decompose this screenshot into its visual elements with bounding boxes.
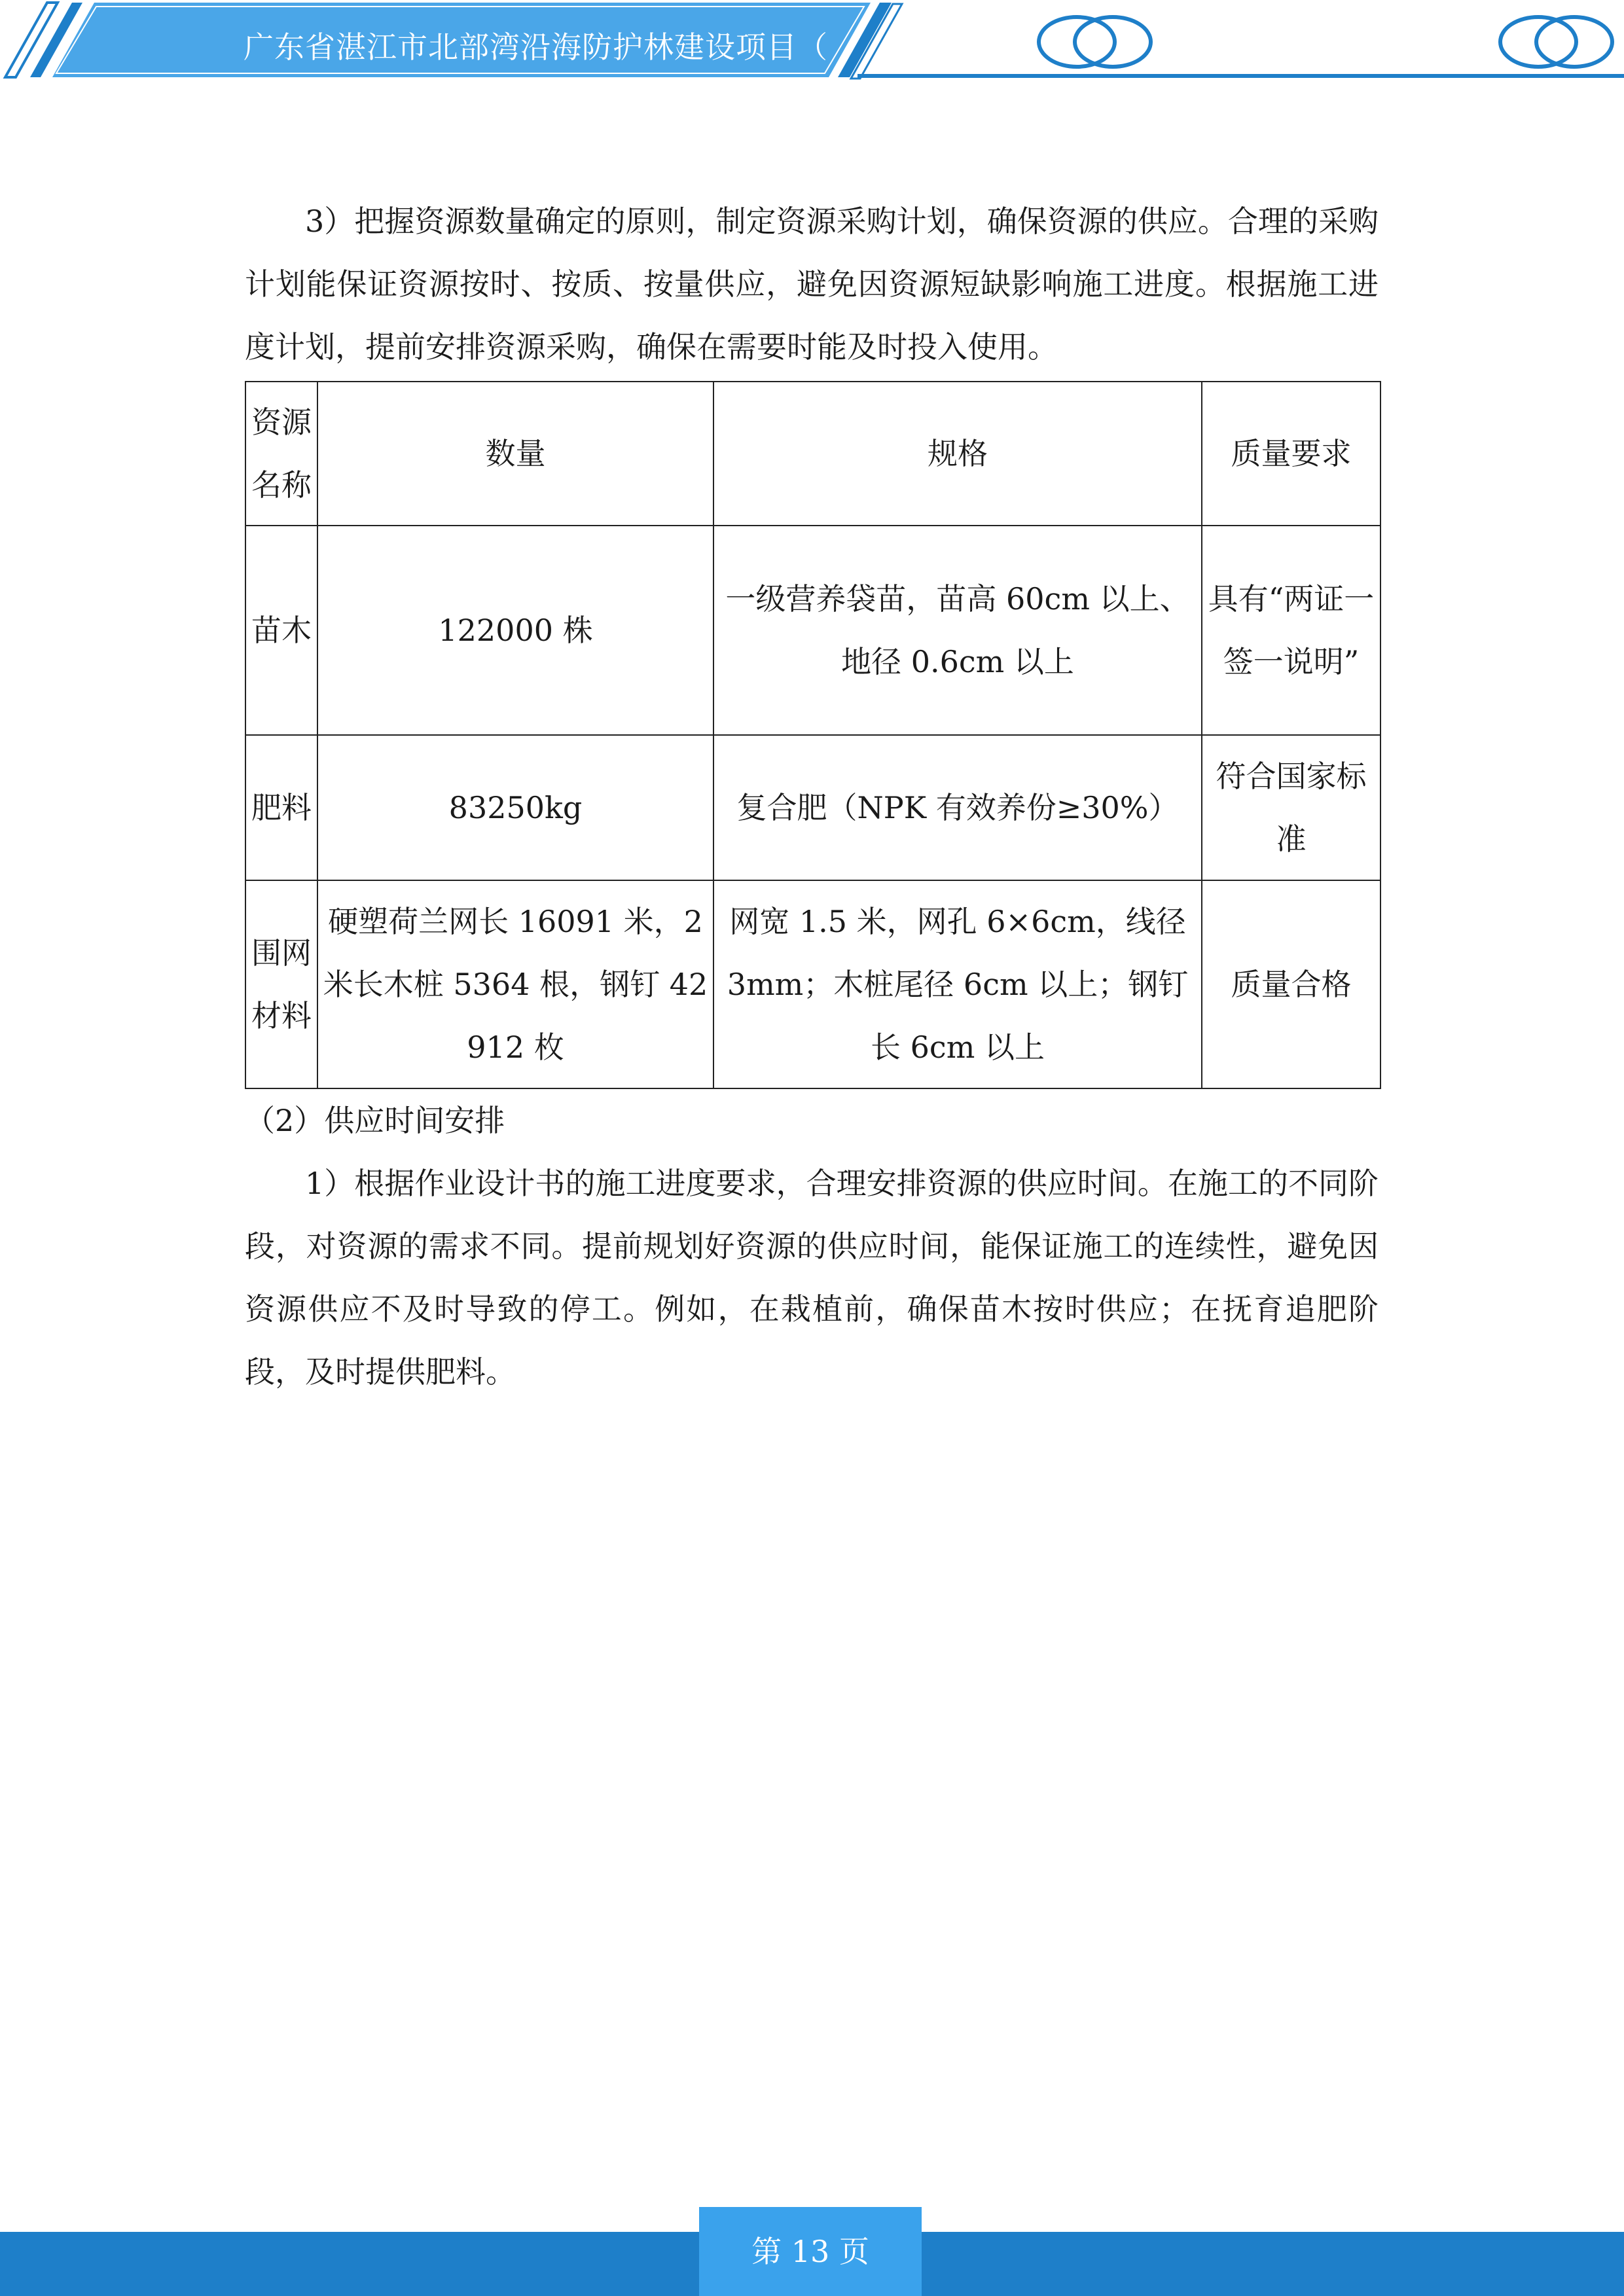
- table-cell: 122000 株: [317, 526, 713, 735]
- header-title: 广东省湛江市北部湾沿海防护林建设项目（: [244, 29, 828, 65]
- table-cell: 硬塑荷兰网长 16091 米，2 米长木桩 5364 根，钢钉 42912 枚: [317, 880, 713, 1088]
- table-row: [245, 735, 1380, 880]
- logo-rings-icon: [1031, 9, 1162, 75]
- table-header-cell: 资源名称: [245, 382, 317, 526]
- paragraph-procurement-plan: 3）把握资源数量确定的原则，制定资源采购计划，确保资源的供应。合理的采购计划能保证资源按时、按质、按量供应，避免因资源短缺影响施工进度。根据施工进度计划，提前安排资源采购，确保在需要时能及时投入使用。: [245, 204, 1379, 365]
- section-heading: （2）供应时间安排: [245, 1103, 505, 1138]
- table-header-cell: 数量: [317, 382, 713, 526]
- table-cell: 一级营养袋苗，苗高 60cm 以上、地径 0.6cm 以上: [713, 526, 1202, 735]
- page-header: [0, 0, 1624, 85]
- document-body: [245, 190, 1379, 1403]
- table-header-cell: 规格: [713, 382, 1202, 526]
- table-cell: 围网材料: [245, 880, 317, 1088]
- logo-rings-icon: [1492, 9, 1623, 75]
- table-cell: 网宽 1.5 米，网孔 6×6cm，线径 3mm；木桩尾径 6cm 以上；钢钉长 6cm 以上: [713, 880, 1202, 1088]
- table-cell: 苗木: [245, 526, 317, 735]
- table-cell: 复合肥（NPK 有效养份≥30%）: [713, 735, 1202, 880]
- paragraph-supply-timing: 1）根据作业设计书的施工进度要求，合理安排资源的供应时间。在施工的不同阶段，对资源的需求不同。提前规划好资源的供应时间，能保证施工的连续性，避免因资源供应不及时导致的停工。例如，在栽植前，确保苗木按时供应；在抚育追肥阶段，及时提供肥料。: [245, 1166, 1379, 1390]
- table-header-cell: 质量要求: [1202, 382, 1380, 526]
- table-cell: 83250kg: [317, 735, 713, 880]
- table-row: [245, 526, 1380, 735]
- table-cell: 符合国家标准: [1202, 735, 1380, 880]
- table-cell: 肥料: [245, 735, 317, 880]
- table-cell: 质量合格: [1202, 880, 1380, 1088]
- page-number: 第 13 页: [699, 2207, 922, 2296]
- table-cell: 具有“两证一签一说明”: [1202, 526, 1380, 735]
- table-header-row: [245, 382, 1380, 526]
- resource-table: [245, 381, 1381, 1089]
- table-row: [245, 880, 1380, 1088]
